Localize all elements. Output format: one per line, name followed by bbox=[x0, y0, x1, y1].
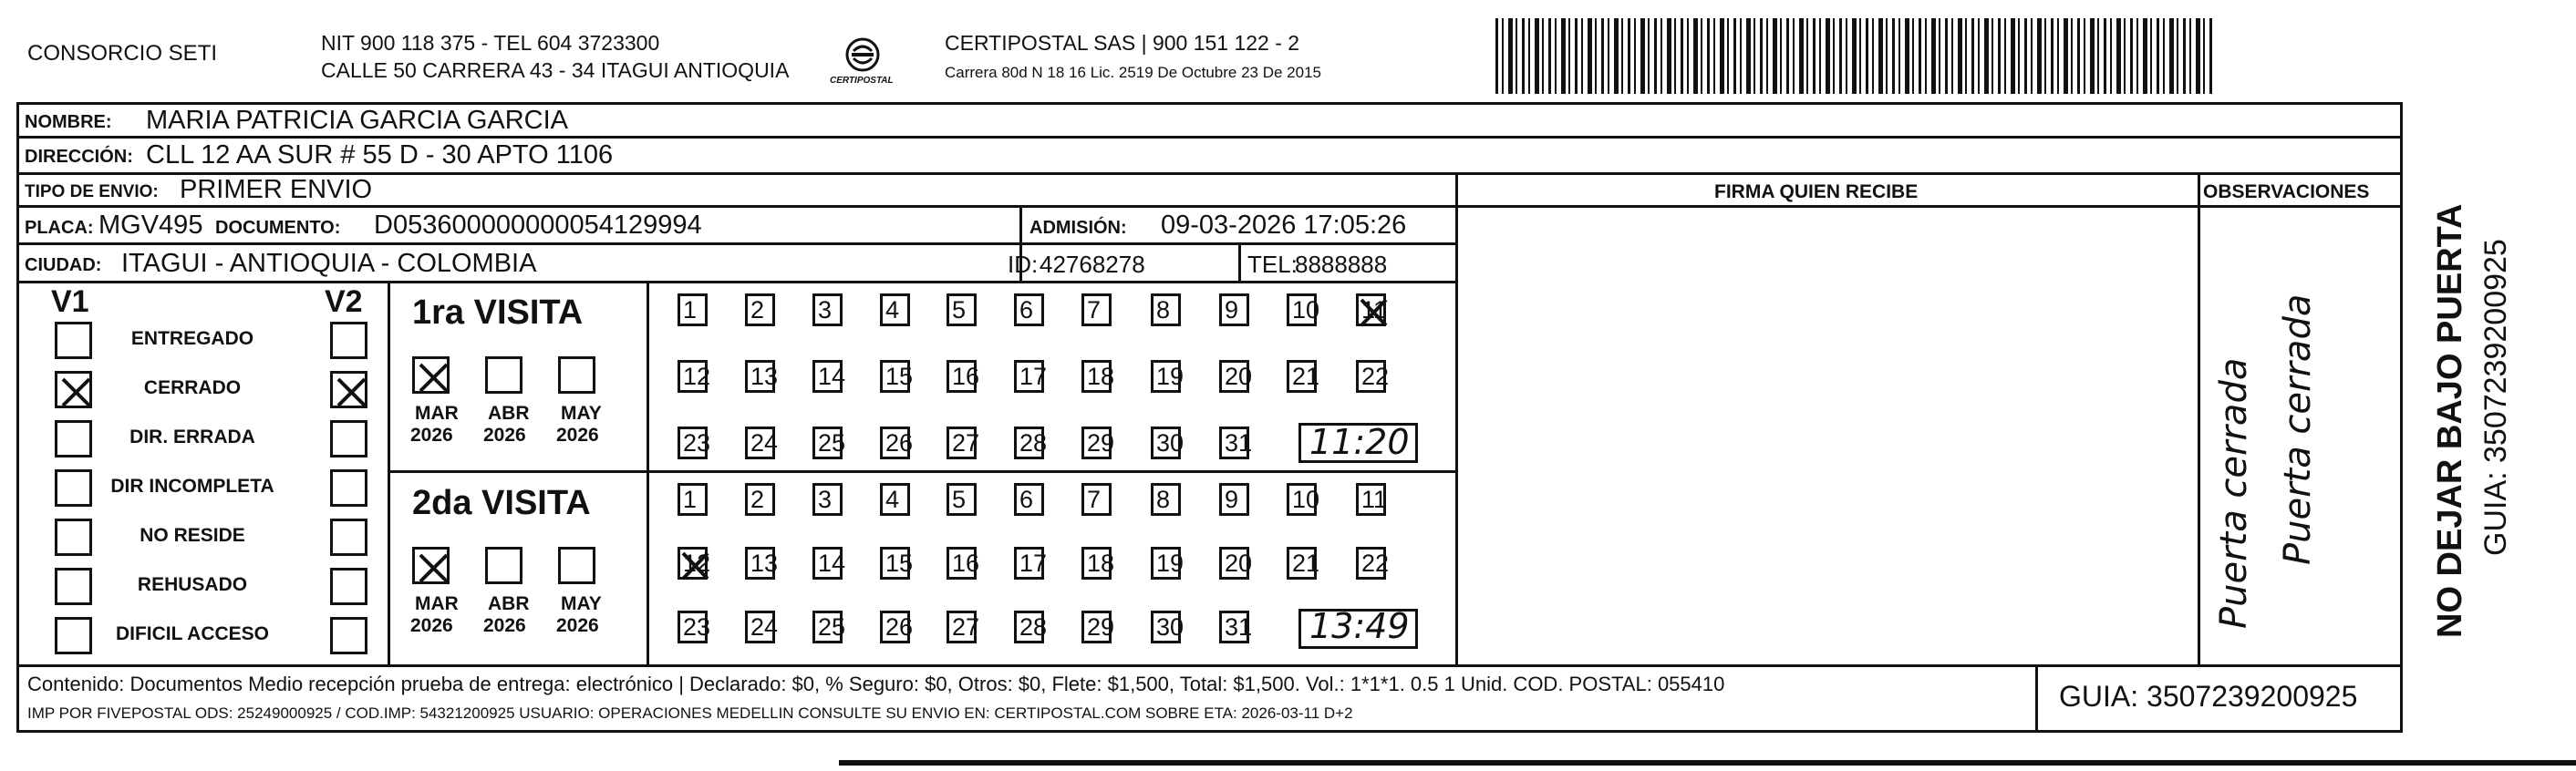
visit1-day-box[interactable] bbox=[678, 360, 711, 393]
visit2-day-box[interactable] bbox=[1219, 483, 1249, 516]
v2-checkbox[interactable] bbox=[330, 469, 367, 507]
visit2-day-box[interactable] bbox=[678, 483, 708, 516]
row-divider bbox=[16, 205, 1455, 208]
observation-line: Puerta cerrada bbox=[2213, 357, 2255, 629]
visit1-day-number: 26 bbox=[885, 429, 914, 457]
footer-guia: GUIA: 3507239200925 bbox=[2059, 680, 2358, 713]
status-option-label: REHUSADO bbox=[137, 574, 248, 595]
status-option-label: NO RESIDE bbox=[140, 525, 245, 546]
v2-checkbox[interactable] bbox=[330, 519, 367, 556]
visit2-day-number: 30 bbox=[1156, 613, 1185, 641]
row-divider bbox=[16, 136, 2403, 139]
row-divider bbox=[16, 172, 2403, 175]
v2-checkbox[interactable] bbox=[330, 420, 367, 457]
visit2-day-number: 7 bbox=[1087, 486, 1102, 513]
visit1-day-box[interactable] bbox=[1081, 293, 1112, 326]
visit2-month-checkbox[interactable] bbox=[558, 547, 595, 584]
status-option-label: DIFICIL ACCESO bbox=[115, 623, 269, 644]
observaciones-header: OBSERVACIONES bbox=[2203, 181, 2370, 202]
visit1-day-box[interactable] bbox=[880, 360, 914, 393]
visit1-day-box[interactable] bbox=[812, 293, 843, 326]
visit2-day-box[interactable] bbox=[678, 611, 711, 643]
visit1-month-checkbox[interactable] bbox=[485, 356, 522, 394]
visit1-day-number: 30 bbox=[1156, 429, 1185, 457]
visit1-day-number: 6 bbox=[1019, 296, 1034, 324]
visit2-day-number: 2 bbox=[750, 486, 765, 513]
visit2-day-box[interactable] bbox=[1287, 547, 1320, 580]
visit2-day-box[interactable] bbox=[1151, 611, 1185, 643]
visit1-day-box[interactable] bbox=[1081, 427, 1115, 459]
visit1-day-box[interactable] bbox=[880, 427, 914, 459]
visit1-day-box[interactable] bbox=[812, 427, 846, 459]
visit1-day-box[interactable] bbox=[947, 360, 980, 393]
no-dejar-warning: NO DEJAR BAJO PUERTA bbox=[2431, 203, 2469, 638]
visit1-day-number: 11 bbox=[1361, 296, 1388, 324]
visit2-year-label: 2026 bbox=[556, 615, 599, 636]
visit2-day-box[interactable] bbox=[1081, 547, 1115, 580]
bottom-edge bbox=[839, 760, 2576, 766]
visit1-day-number: 10 bbox=[1292, 296, 1320, 324]
nombre-value: MARIA PATRICIA GARCIA GARCIA bbox=[146, 106, 569, 135]
visit1-day-number: 15 bbox=[885, 363, 914, 390]
tel-value: 8888888 bbox=[1295, 251, 1388, 278]
visit1-day-number: 18 bbox=[1087, 363, 1115, 390]
license-line: Carrera 80d N 18 16 Lic. 2519 De Octubre 23 De 2015 bbox=[945, 64, 1321, 81]
visit1-day-number: 1 bbox=[683, 296, 698, 324]
visit2-day-number: 4 bbox=[885, 486, 900, 513]
direccion-value: CLL 12 AA SUR # 55 D - 30 APTO 1106 bbox=[146, 140, 614, 170]
visit1-day-box[interactable] bbox=[1151, 360, 1185, 393]
ciudad-value: ITAGUI - ANTIOQUIA - COLOMBIA bbox=[121, 249, 537, 278]
observaciones-handwriting bbox=[2207, 264, 2389, 647]
visit2-day-number: 22 bbox=[1361, 550, 1390, 577]
placa-value: MGV495 bbox=[98, 211, 203, 240]
visit1-day-box[interactable] bbox=[678, 293, 708, 326]
v2-checkbox[interactable] bbox=[330, 322, 367, 359]
visit2-day-box[interactable] bbox=[1081, 611, 1115, 643]
visit2-day-number: 6 bbox=[1019, 486, 1034, 513]
visit2-day-number: 28 bbox=[1019, 613, 1048, 641]
placa-label: PLACA: bbox=[25, 218, 94, 238]
visit1-day-number: 31 bbox=[1225, 429, 1253, 457]
visit1-day-number: 20 bbox=[1225, 363, 1253, 390]
visit2-day-box[interactable] bbox=[678, 547, 711, 580]
firma-area[interactable] bbox=[1459, 208, 2196, 663]
visit2-day-box[interactable] bbox=[745, 611, 779, 643]
visit1-day-number: 24 bbox=[750, 429, 779, 457]
address-line: CALLE 50 CARRERA 43 - 34 ITAGUI ANTIOQUIA bbox=[321, 58, 790, 82]
visit2-day-number: 15 bbox=[885, 550, 914, 577]
visit1-day-box[interactable] bbox=[1219, 360, 1253, 393]
visit1-day-number: 8 bbox=[1156, 296, 1171, 324]
tel-border bbox=[1238, 242, 1241, 281]
visit1-day-box[interactable] bbox=[880, 293, 910, 326]
visit1-day-box[interactable] bbox=[1014, 360, 1048, 393]
visit1-month-checkbox[interactable] bbox=[558, 356, 595, 394]
visit1-day-box[interactable] bbox=[745, 293, 775, 326]
visit2-day-box[interactable] bbox=[812, 483, 843, 516]
visit1-day-number: 4 bbox=[885, 296, 900, 324]
visit2-day-number: 9 bbox=[1225, 486, 1239, 513]
row-divider bbox=[16, 281, 1455, 283]
id-label: ID: bbox=[1008, 251, 1039, 278]
visit1-day-number: 29 bbox=[1087, 429, 1115, 457]
visit2-day-number: 14 bbox=[818, 550, 846, 577]
visit2-day-box[interactable] bbox=[812, 547, 846, 580]
tel-label: TEL: bbox=[1247, 251, 1298, 278]
id-value: 42768278 bbox=[1040, 251, 1145, 278]
visit2-day-box[interactable] bbox=[812, 611, 846, 643]
certipostal-logo bbox=[826, 35, 899, 98]
visit2-month-label: ABR bbox=[488, 593, 530, 614]
visit2-title: 2da VISITA bbox=[412, 484, 591, 522]
visit1-day-box[interactable] bbox=[678, 427, 711, 459]
admision-label: ADMISIÓN: bbox=[1029, 218, 1127, 238]
visit-divider bbox=[388, 470, 1455, 473]
visit2-day-number: 18 bbox=[1087, 550, 1115, 577]
visit1-day-box[interactable] bbox=[1151, 427, 1185, 459]
visit1-day-box[interactable] bbox=[1219, 293, 1249, 326]
documento-value: D053600000000054129994 bbox=[374, 211, 702, 240]
nit-line: NIT 900 118 375 - TEL 604 3723300 bbox=[321, 31, 660, 55]
visit1-day-number: 16 bbox=[952, 363, 980, 390]
visit1-day-number: 19 bbox=[1156, 363, 1185, 390]
visit1-month-label: ABR bbox=[488, 403, 530, 424]
status-option-label: CERRADO bbox=[143, 377, 242, 398]
visit1-year-label: 2026 bbox=[556, 425, 599, 446]
v2-checkbox[interactable] bbox=[330, 568, 367, 605]
visit1-time: 11:20 bbox=[1309, 422, 1410, 462]
visit2-day-box[interactable] bbox=[1014, 547, 1048, 580]
v2-checkbox[interactable] bbox=[330, 371, 367, 408]
visit2-day-number: 16 bbox=[952, 550, 980, 577]
visit2-day-box[interactable] bbox=[1151, 483, 1181, 516]
visit1-day-number: 2 bbox=[750, 296, 765, 324]
visit2-day-box[interactable] bbox=[1151, 547, 1185, 580]
visit2-day-number: 13 bbox=[750, 550, 779, 577]
visit1-day-box[interactable] bbox=[745, 360, 779, 393]
visit2-day-number: 10 bbox=[1292, 486, 1320, 513]
ciudad-label: CIUDAD: bbox=[25, 255, 102, 275]
visit1-day-number: 22 bbox=[1361, 363, 1390, 390]
visit2-day-box[interactable] bbox=[947, 611, 980, 643]
v1-label: V1 bbox=[51, 284, 89, 319]
visit2-day-number: 8 bbox=[1156, 486, 1171, 513]
status-option-label: DIR. ERRADA bbox=[129, 427, 255, 447]
visit2-day-box[interactable] bbox=[1014, 483, 1044, 516]
visit1-day-box[interactable] bbox=[1356, 293, 1386, 326]
visit2-day-number: 5 bbox=[952, 486, 967, 513]
firma-header: FIRMA QUIEN RECIBE bbox=[1714, 181, 1919, 202]
obs-left-border bbox=[2198, 172, 2200, 664]
visit1-day-box[interactable] bbox=[1014, 427, 1048, 459]
visit2-day-number: 23 bbox=[683, 613, 711, 641]
visit2-day-number: 25 bbox=[818, 613, 846, 641]
visit2-day-box[interactable] bbox=[1219, 611, 1253, 643]
visit1-month-checkbox[interactable] bbox=[412, 356, 450, 394]
logo-text: CERTIPOSTAL bbox=[830, 76, 894, 86]
firma-left-border bbox=[1455, 172, 1458, 664]
visit1-day-box[interactable] bbox=[947, 293, 977, 326]
visit2-day-number: 11 bbox=[1361, 486, 1388, 513]
barcode bbox=[1495, 18, 2216, 94]
visit1-day-number: 23 bbox=[683, 429, 711, 457]
visit2-day-number: 27 bbox=[952, 613, 980, 641]
visit2-day-box[interactable] bbox=[880, 483, 910, 516]
visit2-day-box[interactable] bbox=[880, 547, 914, 580]
guia-border bbox=[2035, 664, 2038, 733]
status-option-label: DIR INCOMPLETA bbox=[110, 476, 274, 497]
visit1-day-number: 12 bbox=[683, 363, 711, 390]
visit1-day-box[interactable] bbox=[1081, 360, 1115, 393]
visit2-day-box[interactable] bbox=[947, 483, 977, 516]
visit1-day-box[interactable] bbox=[745, 427, 779, 459]
visit2-day-box[interactable] bbox=[1356, 483, 1386, 516]
visit1-day-box[interactable] bbox=[812, 360, 846, 393]
visit1-day-box[interactable] bbox=[1287, 360, 1320, 393]
tipo-label: TIPO DE ENVIO: bbox=[25, 182, 159, 201]
visit1-day-number: 9 bbox=[1225, 296, 1239, 324]
footer-contenido: Contenido: Documentos Medio recepción prueba de entrega: electrónico | Declarado: $0, % Seguro: $0, Otros: $0, Flete: $1,500, Total: $1,500. Vol.: 1*1*1. 0.5 1 Unid. COD. POSTAL: 055410 bbox=[27, 673, 1725, 695]
visit1-day-number: 13 bbox=[750, 363, 779, 390]
visit2-day-number: 19 bbox=[1156, 550, 1185, 577]
visit2-day-number: 20 bbox=[1225, 550, 1253, 577]
visit1-month-label: MAY bbox=[561, 403, 602, 424]
visit1-day-box[interactable] bbox=[947, 427, 980, 459]
certipostal-logo-icon bbox=[826, 35, 899, 98]
visit2-year-label: 2026 bbox=[483, 615, 526, 636]
admision-value: 09-03-2026 17:05:26 bbox=[1161, 211, 1407, 240]
visit1-year-label: 2026 bbox=[410, 425, 453, 446]
visit2-day-box[interactable] bbox=[1356, 547, 1390, 580]
visit2-day-box[interactable] bbox=[745, 547, 779, 580]
visit2-day-number: 3 bbox=[818, 486, 833, 513]
visit2-year-label: 2026 bbox=[410, 615, 453, 636]
v2-checkbox[interactable] bbox=[330, 617, 367, 654]
visit2-day-number: 24 bbox=[750, 613, 779, 641]
visit2-day-box[interactable] bbox=[1219, 547, 1253, 580]
side-guia: GUIA: 3507239200925 bbox=[2478, 239, 2513, 556]
visit1-day-number: 25 bbox=[818, 429, 846, 457]
tipo-value: PRIMER ENVIO bbox=[180, 175, 373, 204]
visit2-day-number: 21 bbox=[1292, 550, 1320, 577]
visit1-day-number: 17 bbox=[1019, 363, 1048, 390]
v2-label: V2 bbox=[325, 284, 363, 319]
visit2-day-number: 29 bbox=[1087, 613, 1115, 641]
visit1-day-number: 21 bbox=[1292, 363, 1320, 390]
visit1-day-box[interactable] bbox=[1151, 293, 1181, 326]
visit1-day-number: 5 bbox=[952, 296, 967, 324]
visit1-year-label: 2026 bbox=[483, 425, 526, 446]
visit1-title: 1ra VISITA bbox=[412, 293, 584, 332]
visit2-day-box[interactable] bbox=[1081, 483, 1112, 516]
visit1-day-box[interactable] bbox=[1219, 427, 1253, 459]
visit2-day-box[interactable] bbox=[1014, 611, 1048, 643]
visit1-day-number: 14 bbox=[818, 363, 846, 390]
direccion-label: DIRECCIÓN: bbox=[25, 147, 133, 167]
visit2-day-box[interactable] bbox=[947, 547, 980, 580]
visit2-day-number: 17 bbox=[1019, 550, 1048, 577]
company-name: CONSORCIO SETI bbox=[27, 41, 218, 66]
nombre-label: NOMBRE: bbox=[25, 112, 112, 132]
visit2-day-box[interactable] bbox=[880, 611, 914, 643]
footer-imp: IMP POR FIVEPOSTAL ODS: 25249000925 / COD.IMP: 54321200925 USUARIO: OPERACIONES MEDELLIN CONSULTE SU ENVIO EN: CERTIPOSTAL.COM SOBRE ETA: 2026-03-11 D+2 bbox=[27, 704, 1353, 722]
visit1-day-number: 3 bbox=[818, 296, 833, 324]
visit1-day-number: 27 bbox=[952, 429, 980, 457]
visit2-month-label: MAR bbox=[415, 593, 459, 614]
visit1-day-box[interactable] bbox=[1287, 293, 1320, 326]
visit2-day-number: 31 bbox=[1225, 613, 1253, 641]
visit1-day-box[interactable] bbox=[1014, 293, 1044, 326]
visit2-time: 13:49 bbox=[1309, 606, 1410, 646]
visit2-month-checkbox[interactable] bbox=[412, 547, 450, 584]
visit-month-border bbox=[647, 281, 649, 664]
visit2-month-label: MAY bbox=[561, 593, 602, 614]
visit2-day-box[interactable] bbox=[745, 483, 775, 516]
visit2-day-number: 12 bbox=[683, 550, 711, 577]
visit1-day-number: 7 bbox=[1087, 296, 1102, 324]
visit2-day-box[interactable] bbox=[1287, 483, 1320, 516]
documento-label: DOCUMENTO: bbox=[215, 218, 341, 238]
visit1-day-box[interactable] bbox=[1356, 360, 1390, 393]
status-option-label: ENTREGADO bbox=[130, 328, 254, 349]
visit2-month-checkbox[interactable] bbox=[485, 547, 522, 584]
footer-divider bbox=[16, 664, 2403, 667]
certipostal-line: CERTIPOSTAL SAS | 900 151 122 - 2 bbox=[945, 31, 1300, 55]
observation-line: Puerta cerrada bbox=[2277, 293, 2319, 565]
visit2-day-number: 1 bbox=[683, 486, 698, 513]
visit1-month-label: MAR bbox=[415, 403, 459, 424]
visit1-day-number: 28 bbox=[1019, 429, 1048, 457]
visit2-day-number: 26 bbox=[885, 613, 914, 641]
